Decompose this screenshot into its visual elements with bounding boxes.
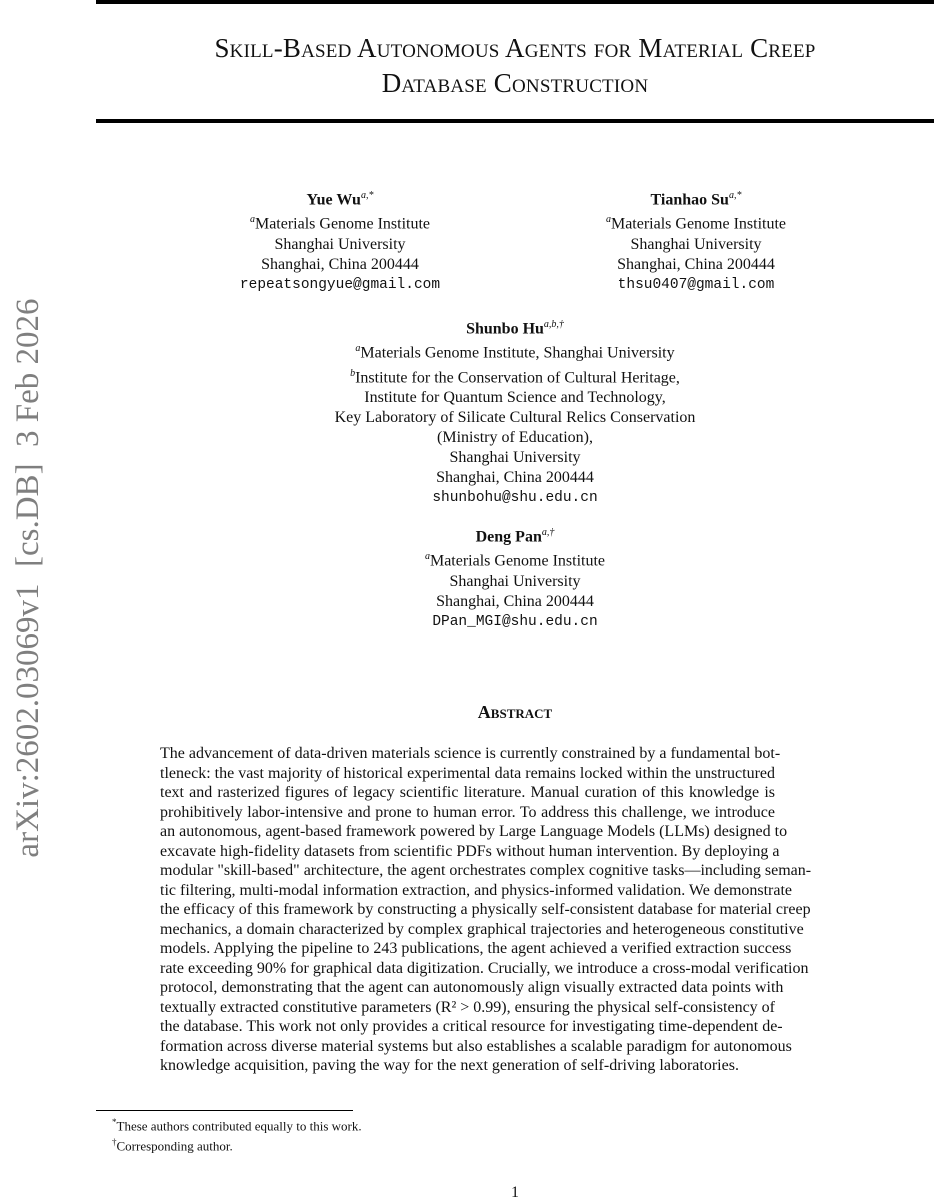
page-number: 1: [511, 1184, 519, 1201]
abstract-line: protocol, demonstrating that the agent can autonomously align visually extracted data points with: [160, 979, 784, 996]
title-top-rule: [96, 0, 934, 4]
author-name: Deng Pan: [475, 528, 542, 546]
author-email[interactable]: shunbohu@shu.edu.cn: [432, 489, 598, 506]
abstract-line: tleneck: the vast majority of historical experimental data remains locked within the unstructured: [160, 764, 775, 782]
affiliation: (Ministry of Education),: [437, 428, 593, 446]
abstract-line: an autonomous, agent-based framework powered by Large Language Models (LLMs) designed to: [160, 823, 788, 840]
abstract-line: The advancement of data-driven materials science is currently constrained by a fundamental bot-: [160, 745, 781, 762]
abstract-line: formation across diverse material systems but also establishes a scalable paradigm for autonomous: [160, 1037, 792, 1055]
affiliation: Shanghai University: [449, 448, 581, 466]
abstract-heading: Abstract: [477, 702, 553, 722]
abstract-line: prohibitively labor-intensive and prone to human error. To address this challenge, we introduce: [160, 803, 775, 821]
paper-title: [96, 31, 934, 101]
author-email[interactable]: repeatsongyue@gmail.com: [239, 276, 441, 293]
affiliation: Institute for Quantum Science and Technology,: [364, 388, 666, 406]
affiliation: Materials Genome Institute: [429, 552, 606, 570]
abstract-line: the efficacy of this framework by constructing a physically self-consistent database for material creep: [160, 901, 811, 918]
affiliation: Key Laboratory of Silicate Cultural Relics Conservation: [334, 408, 696, 426]
affil-mark: a: [424, 551, 430, 563]
address: Shanghai, China 200444: [436, 592, 594, 610]
title-bottom-rule: [96, 119, 934, 123]
arxiv-identifier: arXiv:2602.03069v1 [cs.DB] 3 Feb 2026: [10, 298, 46, 858]
affiliation: Shanghai University: [274, 235, 406, 253]
affiliation: Shanghai University: [630, 235, 762, 253]
affiliation: Materials Genome Institute: [610, 215, 787, 233]
author-block-shunbo-hu: [305, 315, 725, 508]
title-line-1: Skill-Based Autonomous Agents for Material Creep: [214, 33, 816, 63]
abstract-line: textually extracted constitutive parameters (R² > 0.99), ensuring the physical self-consistency of: [160, 998, 775, 1016]
author-name: Tianhao Su: [650, 191, 729, 209]
abstract-line: rate exceeding 90% for graphical data digitization. Crucially, we introduce a cross-modal verification: [160, 959, 809, 977]
footnote-rule: [96, 1110, 353, 1111]
footnote-mark: †: [112, 1137, 117, 1147]
author-email[interactable]: thsu0407@gmail.com: [617, 276, 775, 293]
footnote-text: These authors contributed equally to this work.: [116, 1118, 362, 1134]
abstract-line: knowledge acquisition, paving the way for the next generation of self-driving laboratories.: [160, 1057, 739, 1074]
abstract-line: mechanics, a domain characterized by complex graphical trajectories and heterogeneous constitutive: [160, 920, 804, 938]
address: Shanghai, China 200444: [261, 255, 419, 273]
author-email[interactable]: DPan_MGI@shu.edu.cn: [432, 613, 598, 630]
author-marks: a,†: [541, 527, 555, 538]
author-block-deng-pan: [305, 523, 725, 632]
author-marks: a,b,†: [543, 319, 564, 330]
affil-mark: a: [249, 214, 255, 226]
abstract-line: text and rasterized figures of legacy scientific literature. Manual curation of this knowledge is: [160, 784, 775, 801]
abstract-line: models. Applying the pipeline to 243 publications, the agent achieved a verified extraction success: [160, 940, 792, 957]
abstract-line: tic filtering, multi-modal information extraction, and physics-informed validation. We demonstrate: [160, 881, 793, 899]
title-line-2: Database Construction: [381, 68, 649, 98]
footnote-corresponding: [112, 1132, 233, 1156]
affil-mark: a: [605, 214, 611, 226]
address: Shanghai, China 200444: [436, 468, 594, 486]
affiliation: Materials Genome Institute, Shanghai University: [360, 344, 675, 362]
footnote-mark: *: [112, 1117, 117, 1127]
abstract-line: modular "skill-based" architecture, the agent orchestrates complex cognitive tasks—including seman-: [160, 862, 812, 879]
author-block-tianhao-su: [486, 186, 906, 295]
affiliation: Shanghai University: [449, 572, 581, 590]
affiliation: Institute for the Conservation of Cultural Heritage,: [355, 368, 680, 386]
author-name: Yue Wu: [306, 191, 361, 209]
abstract-body: [160, 744, 812, 1076]
affil-mark: b: [350, 367, 356, 379]
abstract-line: excavate high-fidelity datasets from scientific PDFs without human intervention. By deploying a: [160, 842, 780, 860]
address: Shanghai, China 200444: [617, 255, 775, 273]
author-marks: a,*: [360, 190, 374, 201]
affil-mark: a: [355, 343, 361, 355]
author-name: Shunbo Hu: [466, 320, 544, 338]
author-marks: a,*: [728, 190, 742, 201]
abstract-line: the database. This work not only provides a critical resource for investigating time-dependent de-: [160, 1018, 783, 1035]
affiliation: Materials Genome Institute: [254, 215, 431, 233]
footnote-text: Corresponding author.: [116, 1138, 233, 1154]
